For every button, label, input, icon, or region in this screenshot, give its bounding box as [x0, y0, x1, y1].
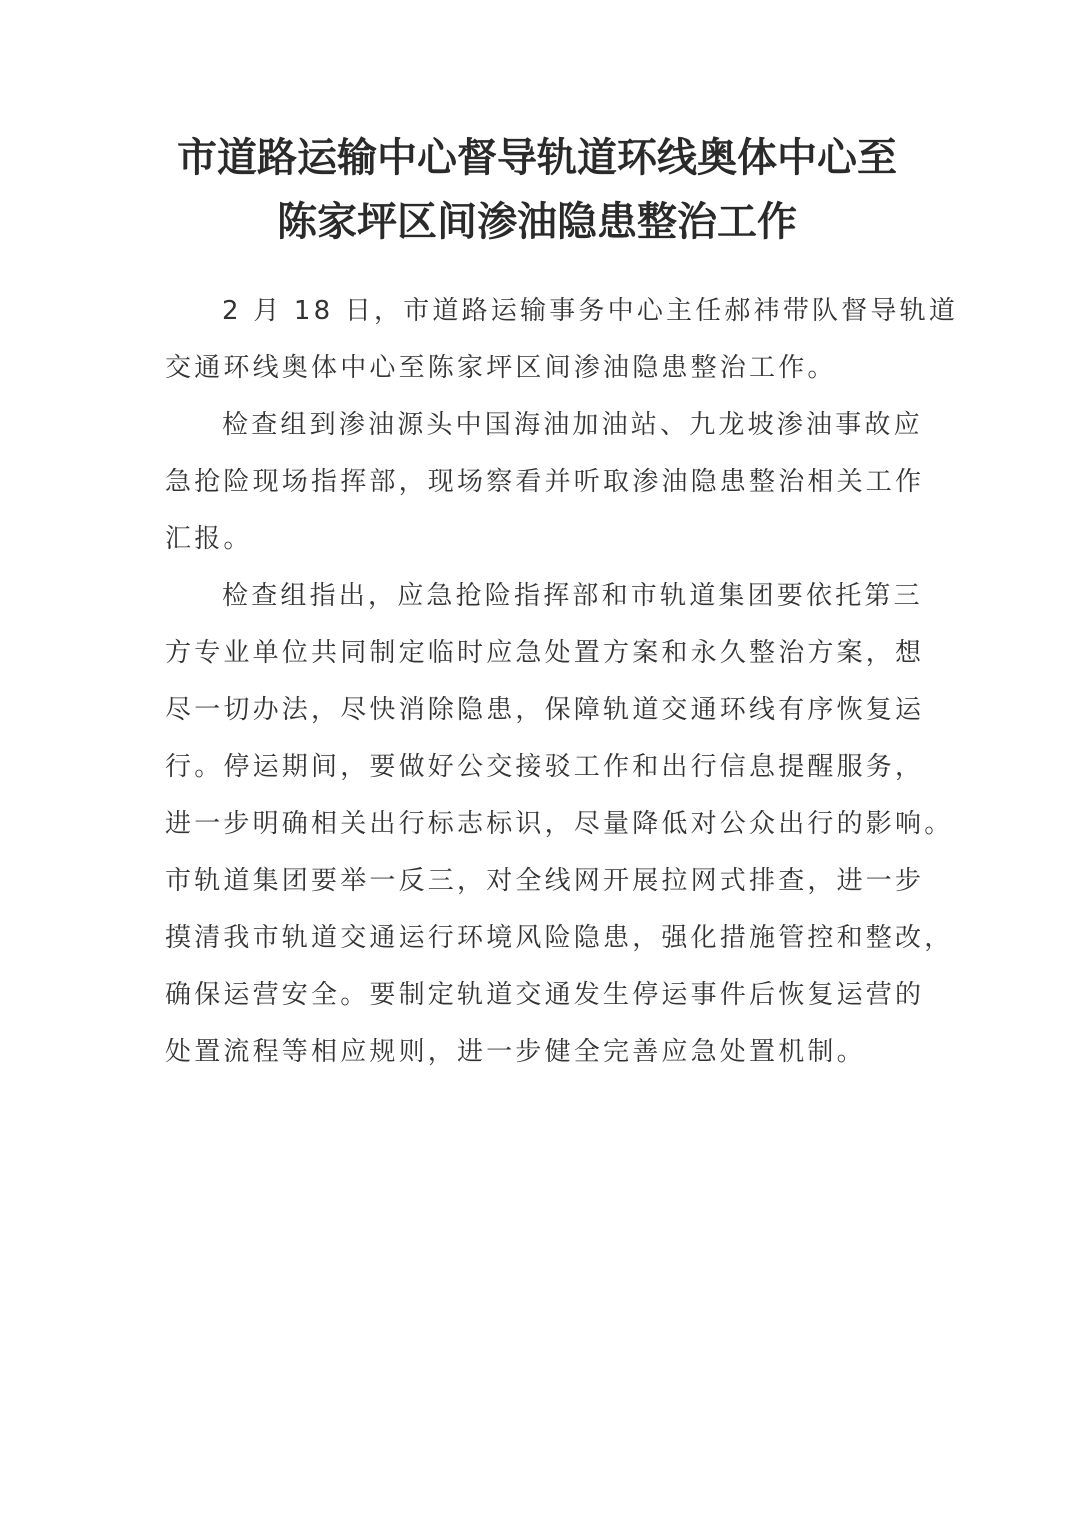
- text-line: 进一步明确相关出行标志标识，尽量降低对公众出行的影响。: [165, 809, 954, 839]
- text-line: 行。停运期间，要做好公交接驳工作和出行信息提醒服务，: [165, 752, 925, 782]
- text-line: 检查组到渗油源头中国海油加油站、九龙坡渗油事故应: [222, 410, 923, 440]
- title-line-2: 陈家坪区间渗油隐患整治工作: [277, 198, 797, 245]
- text-line: 确保运营安全。要制定轨道交通发生停运事件后恢复运营的: [165, 980, 925, 1010]
- title-line-1: 市道路运输中心督导轨道环线奥体中心至: [177, 134, 897, 181]
- document-body: [165, 283, 959, 1081]
- paragraph-2: [165, 397, 925, 568]
- text-line: 方专业单位共同制定临时应急处置方案和永久整治方案，想: [165, 638, 925, 668]
- text-line: 交通环线奥体中心至陈家坪区间渗油隐患整治工作。: [165, 353, 837, 383]
- document-title: [120, 126, 954, 254]
- paragraph-3: [165, 568, 954, 1081]
- text-line: 2 月 18 日，市道路运输事务中心主任郝祎带队督导轨道: [222, 296, 959, 326]
- text-line: 检查组指出，应急抢险指挥部和市轨道集团要依托第三: [222, 581, 923, 611]
- text-line: 市轨道集团要举一反三，对全线网开展拉网式排查，进一步: [165, 866, 925, 896]
- text-line: 处置流程等相应规则，进一步健全完善应急处置机制。: [165, 1037, 866, 1067]
- text-line: 汇报。: [165, 524, 253, 554]
- text-line: 急抢险现场指挥部，现场察看并听取渗油隐患整治相关工作: [165, 467, 925, 497]
- paragraph-1: [165, 283, 959, 397]
- text-line: 摸清我市轨道交通运行环境风险隐患，强化措施管控和整改，: [165, 923, 954, 953]
- text-line: 尽一切办法，尽快消除隐患，保障轨道交通环线有序恢复运: [165, 695, 925, 725]
